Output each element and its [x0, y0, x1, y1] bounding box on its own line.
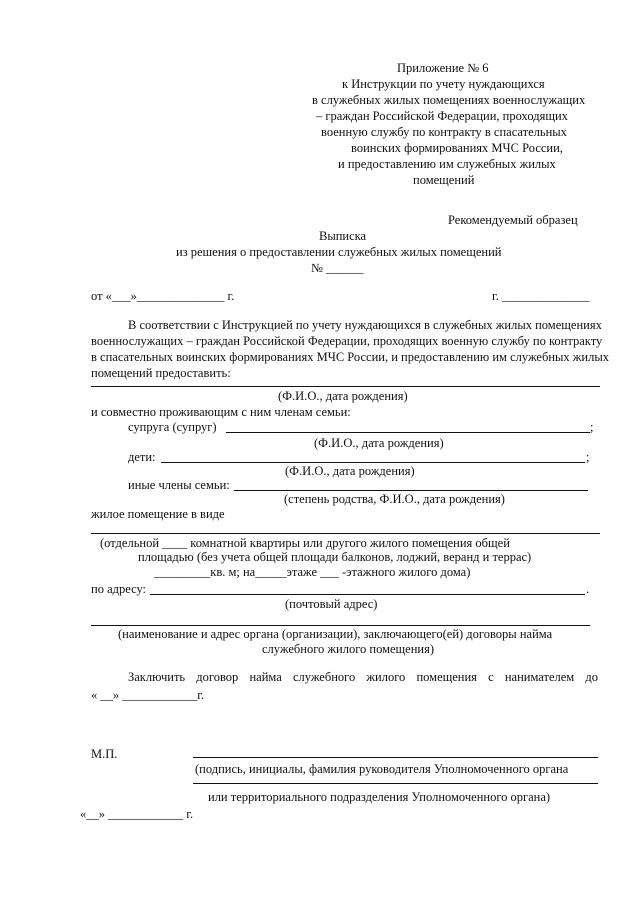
- signature-caption: (подпись, инициалы, фамилия руководителя Уполномоченного органа: [195, 762, 569, 776]
- organization-line: [91, 625, 590, 626]
- issue-date: от «___»______________ г.: [91, 289, 235, 303]
- header-line: к Инструкции по учету нуждающихся: [342, 77, 545, 91]
- recipient-line: [91, 386, 600, 387]
- issue-place: г. ______________: [492, 289, 590, 303]
- document-number: № ______: [311, 261, 364, 275]
- signature-line: [193, 757, 598, 758]
- header-line: воинских формированиях МЧС России,: [351, 141, 563, 155]
- signature-line-2: [193, 783, 598, 784]
- intro-line: помещений предоставить:: [91, 366, 231, 380]
- housing-label: жилое помещение в виде: [91, 507, 225, 521]
- intro-line: военнослужащих – граждан Российской Федерации, проходящих военную службу по контракту: [91, 334, 603, 348]
- intro-line: в спасательных воинских формированиях МЧС России, и предоставлению им служебных жилых: [91, 350, 609, 364]
- address-label: по адресу:: [91, 582, 147, 596]
- address-end: .: [586, 582, 590, 596]
- contract-date: « __» ____________г.: [91, 688, 205, 702]
- sample-note: Рекомендуемый образец: [448, 213, 578, 227]
- header-line: и предоставлению им служебных жилых: [338, 157, 556, 171]
- header-line: военную службу по контракту в спасательных: [321, 125, 567, 139]
- other-members-label: иные члены семьи:: [128, 478, 230, 492]
- header-line: помещений: [413, 173, 475, 187]
- family-intro: и совместно проживающим с ним членам семьи:: [91, 405, 351, 419]
- housing-desc-line: (отдельной ____ комнатной квартиры или другого жилого помещения общей: [100, 536, 510, 550]
- header-line: Приложение № 6: [397, 61, 489, 75]
- header-line: – граждан Российской Федерации, проходящих: [316, 109, 568, 123]
- housing-line: [91, 533, 600, 534]
- recipient-caption: (Ф.И.О., дата рождения): [278, 389, 408, 403]
- document-subtitle: из решения о предоставлении служебных жилых помещений: [176, 245, 502, 259]
- address-line: [150, 594, 585, 595]
- children-caption: (Ф.И.О., дата рождения): [285, 464, 415, 478]
- organization-caption: служебного жилого помещения): [262, 642, 435, 656]
- spouse-caption: (Ф.И.О., дата рождения): [314, 436, 444, 450]
- housing-desc-line: _________кв. м; на_____этаже ___ -этажного жилого дома): [154, 565, 471, 579]
- document-title: Выписка: [319, 229, 367, 243]
- spouse-line: [226, 432, 590, 433]
- seal-mark: М.П.: [91, 747, 118, 761]
- other-members-line: [234, 490, 588, 491]
- address-caption: (почтовый адрес): [285, 597, 378, 611]
- spouse-label: супруга (супруг): [128, 420, 217, 434]
- other-members-caption: (степень родства, Ф.И.О., дата рождения): [284, 492, 505, 506]
- housing-desc-line: площадью (без учета общей площади балконов, лоджий, веранд и террас): [138, 550, 532, 564]
- signature-date: «__» ____________ г.: [80, 807, 194, 821]
- spouse-end: ;: [590, 420, 594, 434]
- children-label: дети:: [128, 450, 156, 464]
- organization-caption: (наименование и адрес органа (организации), заключающего(ей) договоры найма: [118, 627, 553, 641]
- header-line: в служебных жилых помещениях военнослужащих: [312, 93, 586, 107]
- intro-line: В соответствии с Инструкцией по учету нуждающихся в служебных жилых помещениях: [128, 318, 602, 332]
- signature-caption: или территориального подразделения Уполномоченного органа): [208, 790, 551, 804]
- children-line: [161, 462, 585, 463]
- contract-text: Заключить договор найма служебного жилого помещения с нанимателем до: [128, 670, 598, 684]
- children-end: ;: [586, 450, 590, 464]
